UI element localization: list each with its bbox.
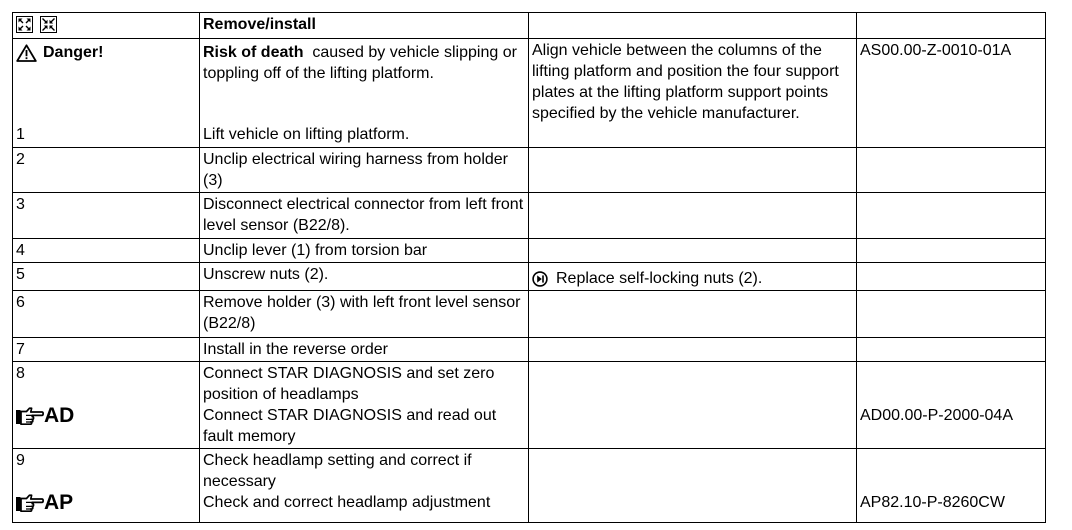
sub-operation-badge: [16, 492, 196, 513]
ref-spacer: [860, 363, 1042, 405]
header-note-cell: [529, 13, 857, 39]
step-number-stack: [16, 40, 196, 145]
step-number: 3: [16, 196, 25, 213]
step-row-2: [13, 148, 1046, 193]
step-row-5: [13, 263, 1046, 291]
step-row-4: [13, 239, 1046, 263]
sub-operation-badge: [16, 405, 196, 426]
step-ref-cell: [857, 263, 1046, 291]
risk-text: caused by vehicle slipping or toppling off of the lifting platform.: [203, 44, 522, 82]
step-note-text: Replace self-locking nuts (2).: [556, 270, 763, 287]
step-row-9: [13, 449, 1046, 523]
step-number: 8: [16, 365, 25, 382]
step-number: 2: [16, 151, 25, 168]
step-ref-cell: [857, 39, 1046, 148]
danger-risk-text: [203, 42, 525, 84]
step-text: Check headlamp setting and correct if necessary: [203, 452, 472, 490]
step-number-cell: [13, 362, 200, 449]
step-text-cell: [200, 39, 529, 148]
step-text: Unclip lever (1) from torsion bar: [203, 242, 428, 259]
step-text: Connect STAR DIAGNOSIS and set zero position of headlamps: [203, 365, 495, 403]
step-number-cell: [13, 39, 200, 148]
step-ref-cell: [857, 338, 1046, 362]
section-title: Remove/install: [203, 16, 316, 33]
step-text: Install in the reverse order: [203, 341, 388, 358]
step-number-cell: [13, 148, 200, 193]
step-note-cell: [529, 148, 857, 193]
header-icon-cell: [13, 13, 200, 39]
step-text-cell: [200, 291, 529, 338]
header-title-cell: [200, 13, 529, 39]
step-text: Lift vehicle on lifting platform.: [203, 126, 410, 143]
step-note-cell: [529, 338, 857, 362]
step-note-cell: [529, 291, 857, 338]
step-ref-cell: [857, 239, 1046, 263]
step-text-cell: [200, 193, 529, 239]
risk-bold-text: Risk of death: [203, 44, 304, 61]
document-reference[interactable]: AS00.00-Z-0010-01A: [860, 42, 1012, 59]
step-row-8: [13, 362, 1046, 449]
step-text-cell: [200, 338, 529, 362]
step-number-cell: [13, 449, 200, 523]
sub-operation-text: Check and correct headlamp adjustment: [203, 494, 491, 511]
pointing-hand-icon: [16, 494, 44, 512]
step-text: Unclip electrical wiring harness from holder (3): [203, 151, 509, 189]
document-reference[interactable]: AD00.00-P-2000-04A: [860, 407, 1013, 424]
step-text: Remove holder (3) with left front level sensor (B22/8): [203, 294, 521, 332]
step-number-cell: [13, 338, 200, 362]
step-row-3: [13, 193, 1046, 239]
expand-all-icon[interactable]: [16, 16, 33, 33]
sub-operation-text: Connect STAR DIAGNOSIS and read out fault memory: [203, 407, 497, 445]
ref-spacer: [860, 450, 1042, 492]
step-text-stack: [203, 40, 525, 145]
step-text: Disconnect electrical connector from left front level sensor (B22/8).: [203, 196, 524, 234]
step-text-cell: [200, 449, 529, 523]
step-number: 7: [16, 341, 25, 358]
step-ref-cell: [857, 291, 1046, 338]
step-number: 9: [16, 452, 25, 469]
table-header-row: [13, 13, 1046, 39]
step-row-6: [13, 291, 1046, 338]
badge-text: AD: [44, 404, 75, 427]
step-ref-cell: [857, 362, 1046, 449]
step-ref-cell: [857, 148, 1046, 193]
step-number-cell: [13, 239, 200, 263]
step-number-cell: [13, 263, 200, 291]
step-note: [532, 264, 853, 289]
step-text-cell: [200, 148, 529, 193]
warning-triangle-icon: [16, 44, 37, 62]
step-text-cell: [200, 263, 529, 291]
step-text-cell: [200, 239, 529, 263]
step-row-7: [13, 338, 1046, 362]
note-icon: [532, 271, 548, 287]
step-note-cell: [529, 263, 857, 291]
step-number: 1: [16, 126, 25, 143]
step-number-cell: [13, 193, 200, 239]
step-note-cell: [529, 39, 857, 148]
pointing-hand-icon: [16, 407, 44, 425]
step-ref-cell: [857, 193, 1046, 239]
step-number: 4: [16, 242, 25, 259]
step-text-cell: [200, 362, 529, 449]
step-text: Unscrew nuts (2).: [203, 266, 329, 283]
remove-install-table: [12, 12, 1046, 523]
step-number: 5: [16, 266, 25, 283]
step-note-cell: [529, 362, 857, 449]
document-reference[interactable]: AP82.10-P-8260CW: [860, 494, 1005, 511]
step-number: 6: [16, 294, 25, 311]
step-row-1: [13, 39, 1046, 148]
step-note-cell: [529, 449, 857, 523]
header-icons: [16, 14, 196, 35]
header-ref-cell: [857, 13, 1046, 39]
step-number-cell: [13, 291, 200, 338]
step-note-cell: [529, 193, 857, 239]
step-ref-cell: [857, 449, 1046, 523]
danger-text: Danger!: [43, 44, 104, 61]
step-note-cell: [529, 239, 857, 263]
danger-note: Align vehicle between the columns of the lifting platform and position the four support plates at the lifting platform support points specified by the vehicle manufacturer.: [532, 42, 839, 122]
badge-text: AP: [44, 491, 74, 514]
danger-label: [16, 42, 196, 63]
collapse-all-icon[interactable]: [40, 16, 57, 33]
